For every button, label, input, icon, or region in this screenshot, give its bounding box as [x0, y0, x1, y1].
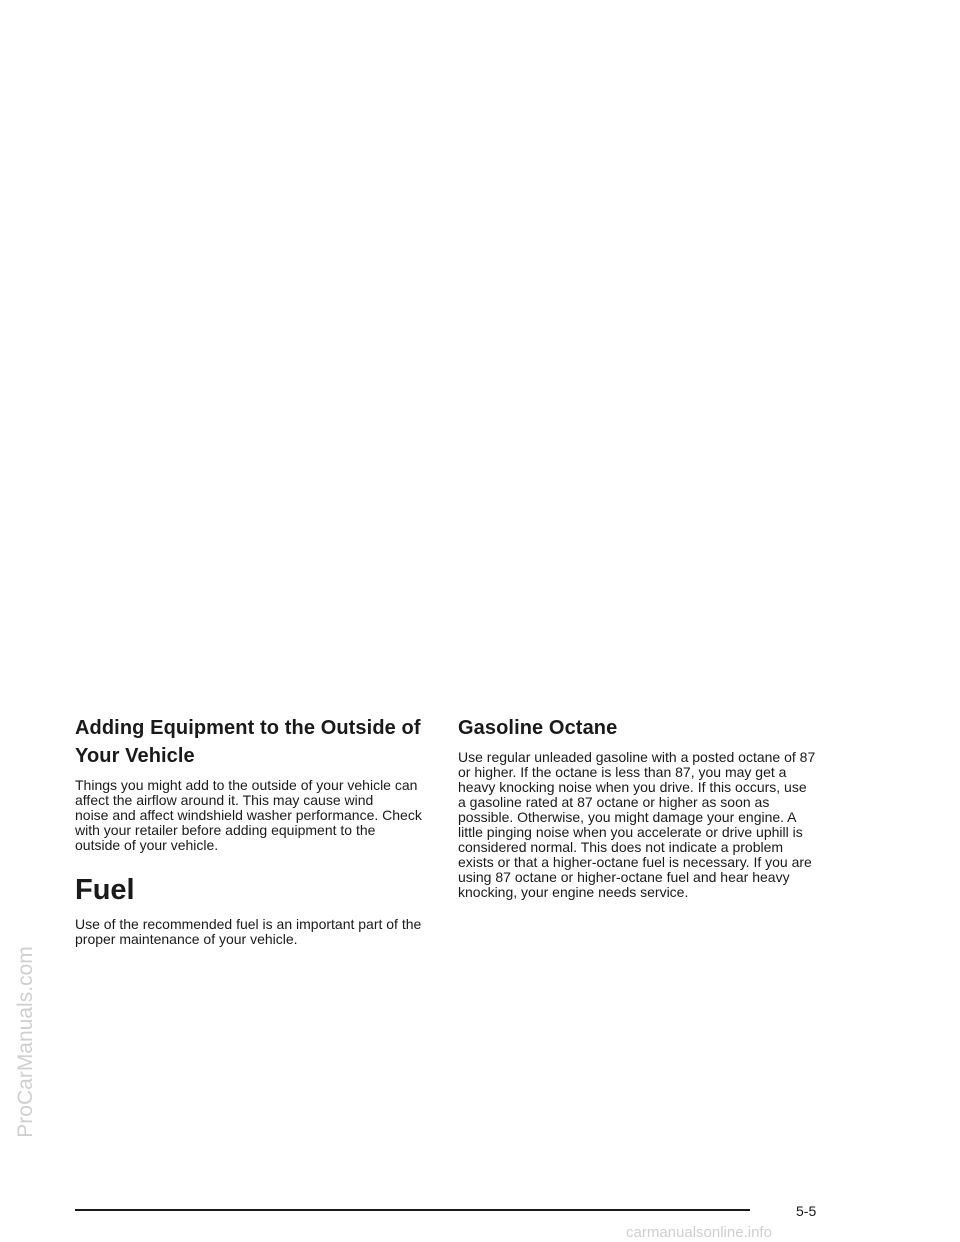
- octane-paragraph: [458, 750, 820, 900]
- watermark-text: ProCarManuals.com: [14, 946, 37, 1138]
- text-line: with your retailer before adding equipment to the: [75, 822, 376, 838]
- text-line: affect the airflow around it. This may cause wind: [75, 792, 374, 808]
- text-line: Things you might add to the outside of your vehicle can: [75, 777, 418, 793]
- text-line: knocking, your engine needs service.: [458, 884, 689, 900]
- text-line: proper maintenance of your vehicle.: [75, 931, 298, 947]
- fuel-heading: Fuel: [75, 874, 135, 906]
- page-number: 5-5: [796, 1203, 817, 1219]
- right-column: [458, 714, 820, 900]
- text-line: Use regular unleaded gasoline with a posted octane of 87: [458, 749, 816, 765]
- text-line: heavy knocking noise when you drive. If this occurs, use: [458, 779, 807, 795]
- text-line: exists or that a higher-octane fuel is necessary. If you are: [458, 854, 812, 870]
- heading-line: Adding Equipment to the Outside of: [75, 717, 421, 739]
- equipment-heading: [75, 714, 437, 770]
- heading-line: Your Vehicle: [75, 745, 195, 767]
- text-line: outside of your vehicle.: [75, 837, 219, 853]
- footer-rule: [75, 1209, 750, 1211]
- text-line: using 87 octane or higher-octane fuel and hear heavy: [458, 869, 790, 885]
- text-line: possible. Otherwise, you might damage your engine. A: [458, 809, 797, 825]
- text-line: little pinging noise when you accelerate or drive uphill is: [458, 824, 803, 840]
- text-line: or higher. If the octane is less than 87, you may get a: [458, 764, 787, 780]
- fuel-paragraph: [75, 917, 437, 947]
- text-line: considered normal. This does not indicate a problem: [458, 839, 784, 855]
- text-line: a gasoline rated at 87 octane or higher as soon as: [458, 794, 770, 810]
- octane-heading: Gasoline Octane: [458, 717, 618, 739]
- left-column: [75, 714, 437, 947]
- text-line: Use of the recommended fuel is an important part of the: [75, 916, 422, 932]
- text-line: noise and affect windshield washer performance. Check: [75, 807, 422, 823]
- footer-site-link[interactable]: carmanualsonline.info: [626, 1224, 772, 1241]
- equipment-paragraph: [75, 778, 437, 853]
